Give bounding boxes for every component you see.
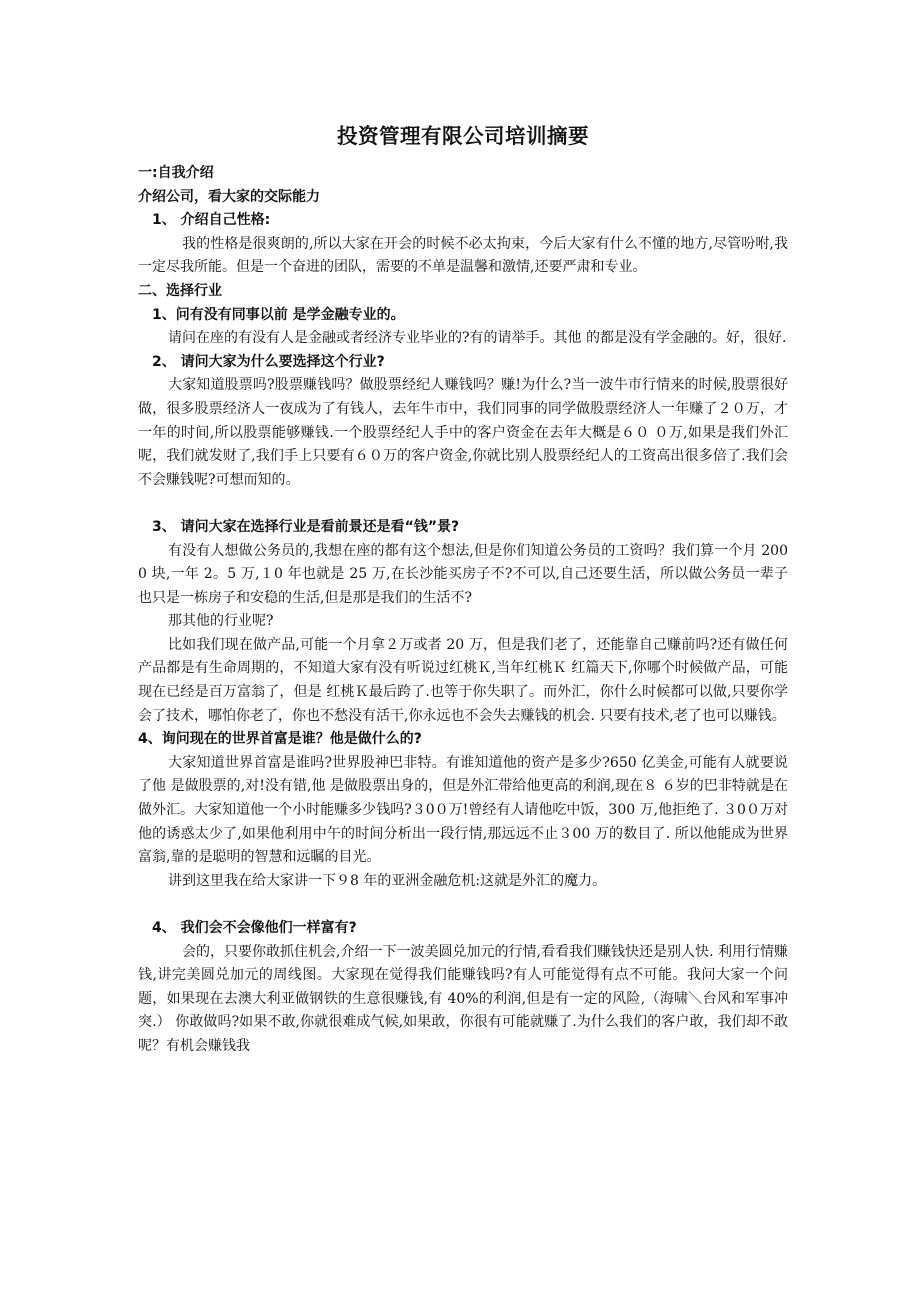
item-heading: 4、 我们会不会像他们一样富有?	[152, 920, 357, 936]
paragraph: 会的，只要你敢抓住机会,介绍一下一波美圆兑加元的行情,看看我们赚钱快还是别人快. 利用行情赚钱,讲完美圆兑加元的周线图。大家现在觉得我们能赚钱吗?有人可能觉得有点不可能。我问大家一个问题，如果现在去澳大利亚做钢铁的生意很赚钱,有 40%的利润,但是有一定的风险,（海啸＼台风和军事冲突.） 你敢做吗?如果不敢,你就很难成气候,如果敢，你很有可能就赚了.为什么我们的客户敢，我们却不敢呢？有机会赚钱我	[138, 943, 788, 1054]
spacer	[138, 893, 788, 917]
document-page	[138, 118, 788, 1059]
item-heading: 1、问有没有同事以前 是学金融专业的。	[152, 306, 405, 323]
paragraph: 大家知道股票吗?股票赚钱吗？做股票经纪人赚钱吗？赚!为什么?当一波牛市行情来的时候,股票很好做，很多股票经济人一夜成为了有钱人，去年牛市中，我们同事的同学做股票经济人一年赚了２０万，才一年的时间,所以股票能够赚钱.一个股票经纪人手中的客户资金在去年大概是６０ ０万,如果是我们外汇呢，我们就发财了,我们手上只要有６０万的客户资金,你就比别人股票经纪人的工资高出很多倍了.我们会不会赚钱呢?可想而知的。	[138, 377, 788, 488]
paragraph: 讲到这里我在给大家讲一下９8 年的亚洲金融危机:这就是外汇的魔力。	[168, 872, 607, 889]
paragraph: 我的性格是很爽朗的,所以大家在开会的时候不必太拘束，今后大家有什么不懂的地方,尽管吩咐,我一定尽我所能。但是一个奋进的团队，需要的不单是温馨和激情,还要严肃和专业。	[138, 235, 788, 276]
paragraph: 请问在座的有没有人是金融或者经济专业毕业的?有的请举手。其他 的都是没有学金融的。好，很好.	[168, 330, 787, 347]
item-heading: 4、询问现在的世界首富是谁？他是做什么的?	[138, 731, 422, 748]
paragraph: 那其他的行业呢?	[168, 613, 274, 630]
item-heading: 1、 介绍自己性格:	[152, 212, 271, 229]
item-heading: 2、 请问大家为什么要选择这个行业?	[152, 353, 385, 370]
item-heading: 3、 请问大家在选择行业是看前景还是看“钱”景?	[152, 518, 460, 535]
paragraph: 大家知道世界首富是谁吗?世界股神巴非特。有谁知道他的资产是多少?650 亿美金,可能有人就要说了他 是做股票的,对!没有错,他 是做股票出身的，但是外汇带给他更高的利润,现在８ ６岁的巴非特就是在做外汇。大家知道他一个小时能赚多少钱吗?３0０万!曾经有人请他吃中饭，300 万,他拒绝了. ３0０万对他的诱惑太少了,如果他利用中午的时间分析出一段行情,那远远不止３00 万的数目了. 所以他能成为世界富翁,靠的是聪明的智慧和远瞩的目光。	[138, 754, 788, 866]
paragraph: 比如我们现在做产品,可能一个月拿２万或者 20 万，但是我们老了，还能靠自己赚前吗?还有做任何产品都是有生命周期的，不知道大家有没有听说过红桃Ｋ,当年红桃Ｋ 红篇天下,你哪个时候做产品，可能现在已经是百万富翁了，但是 红桃Ｋ最后跨了.也等于你失职了。而外汇，你什么时候都可以做,只要你学会了技术，哪怕你老了，你也不愁没有活干,你永远也不会失去赚钱的机会. 只要有技术,老了也可以赚钱。	[138, 636, 788, 724]
paragraph: 有没有人想做公务员的,我想在座的都有这个想法,但是你们知道公务员的工资吗？我们算一个月 2000 块,一年 2。5 万,１0 年也就是 25 万,在长沙能买房子不?不可以,自己还要生活，所以做公务员一辈子也只是一栋房子和安稳的生活,但是那是我们的生活不?	[138, 542, 788, 606]
document-title: 投资管理有限公司培训摘要	[337, 124, 589, 148]
section-heading: 一:自我介绍	[138, 165, 214, 181]
section-subheading: 介绍公司，看大家的交际能力	[138, 188, 320, 205]
section-heading: 二、选择行业	[138, 282, 222, 299]
spacer	[138, 492, 788, 516]
